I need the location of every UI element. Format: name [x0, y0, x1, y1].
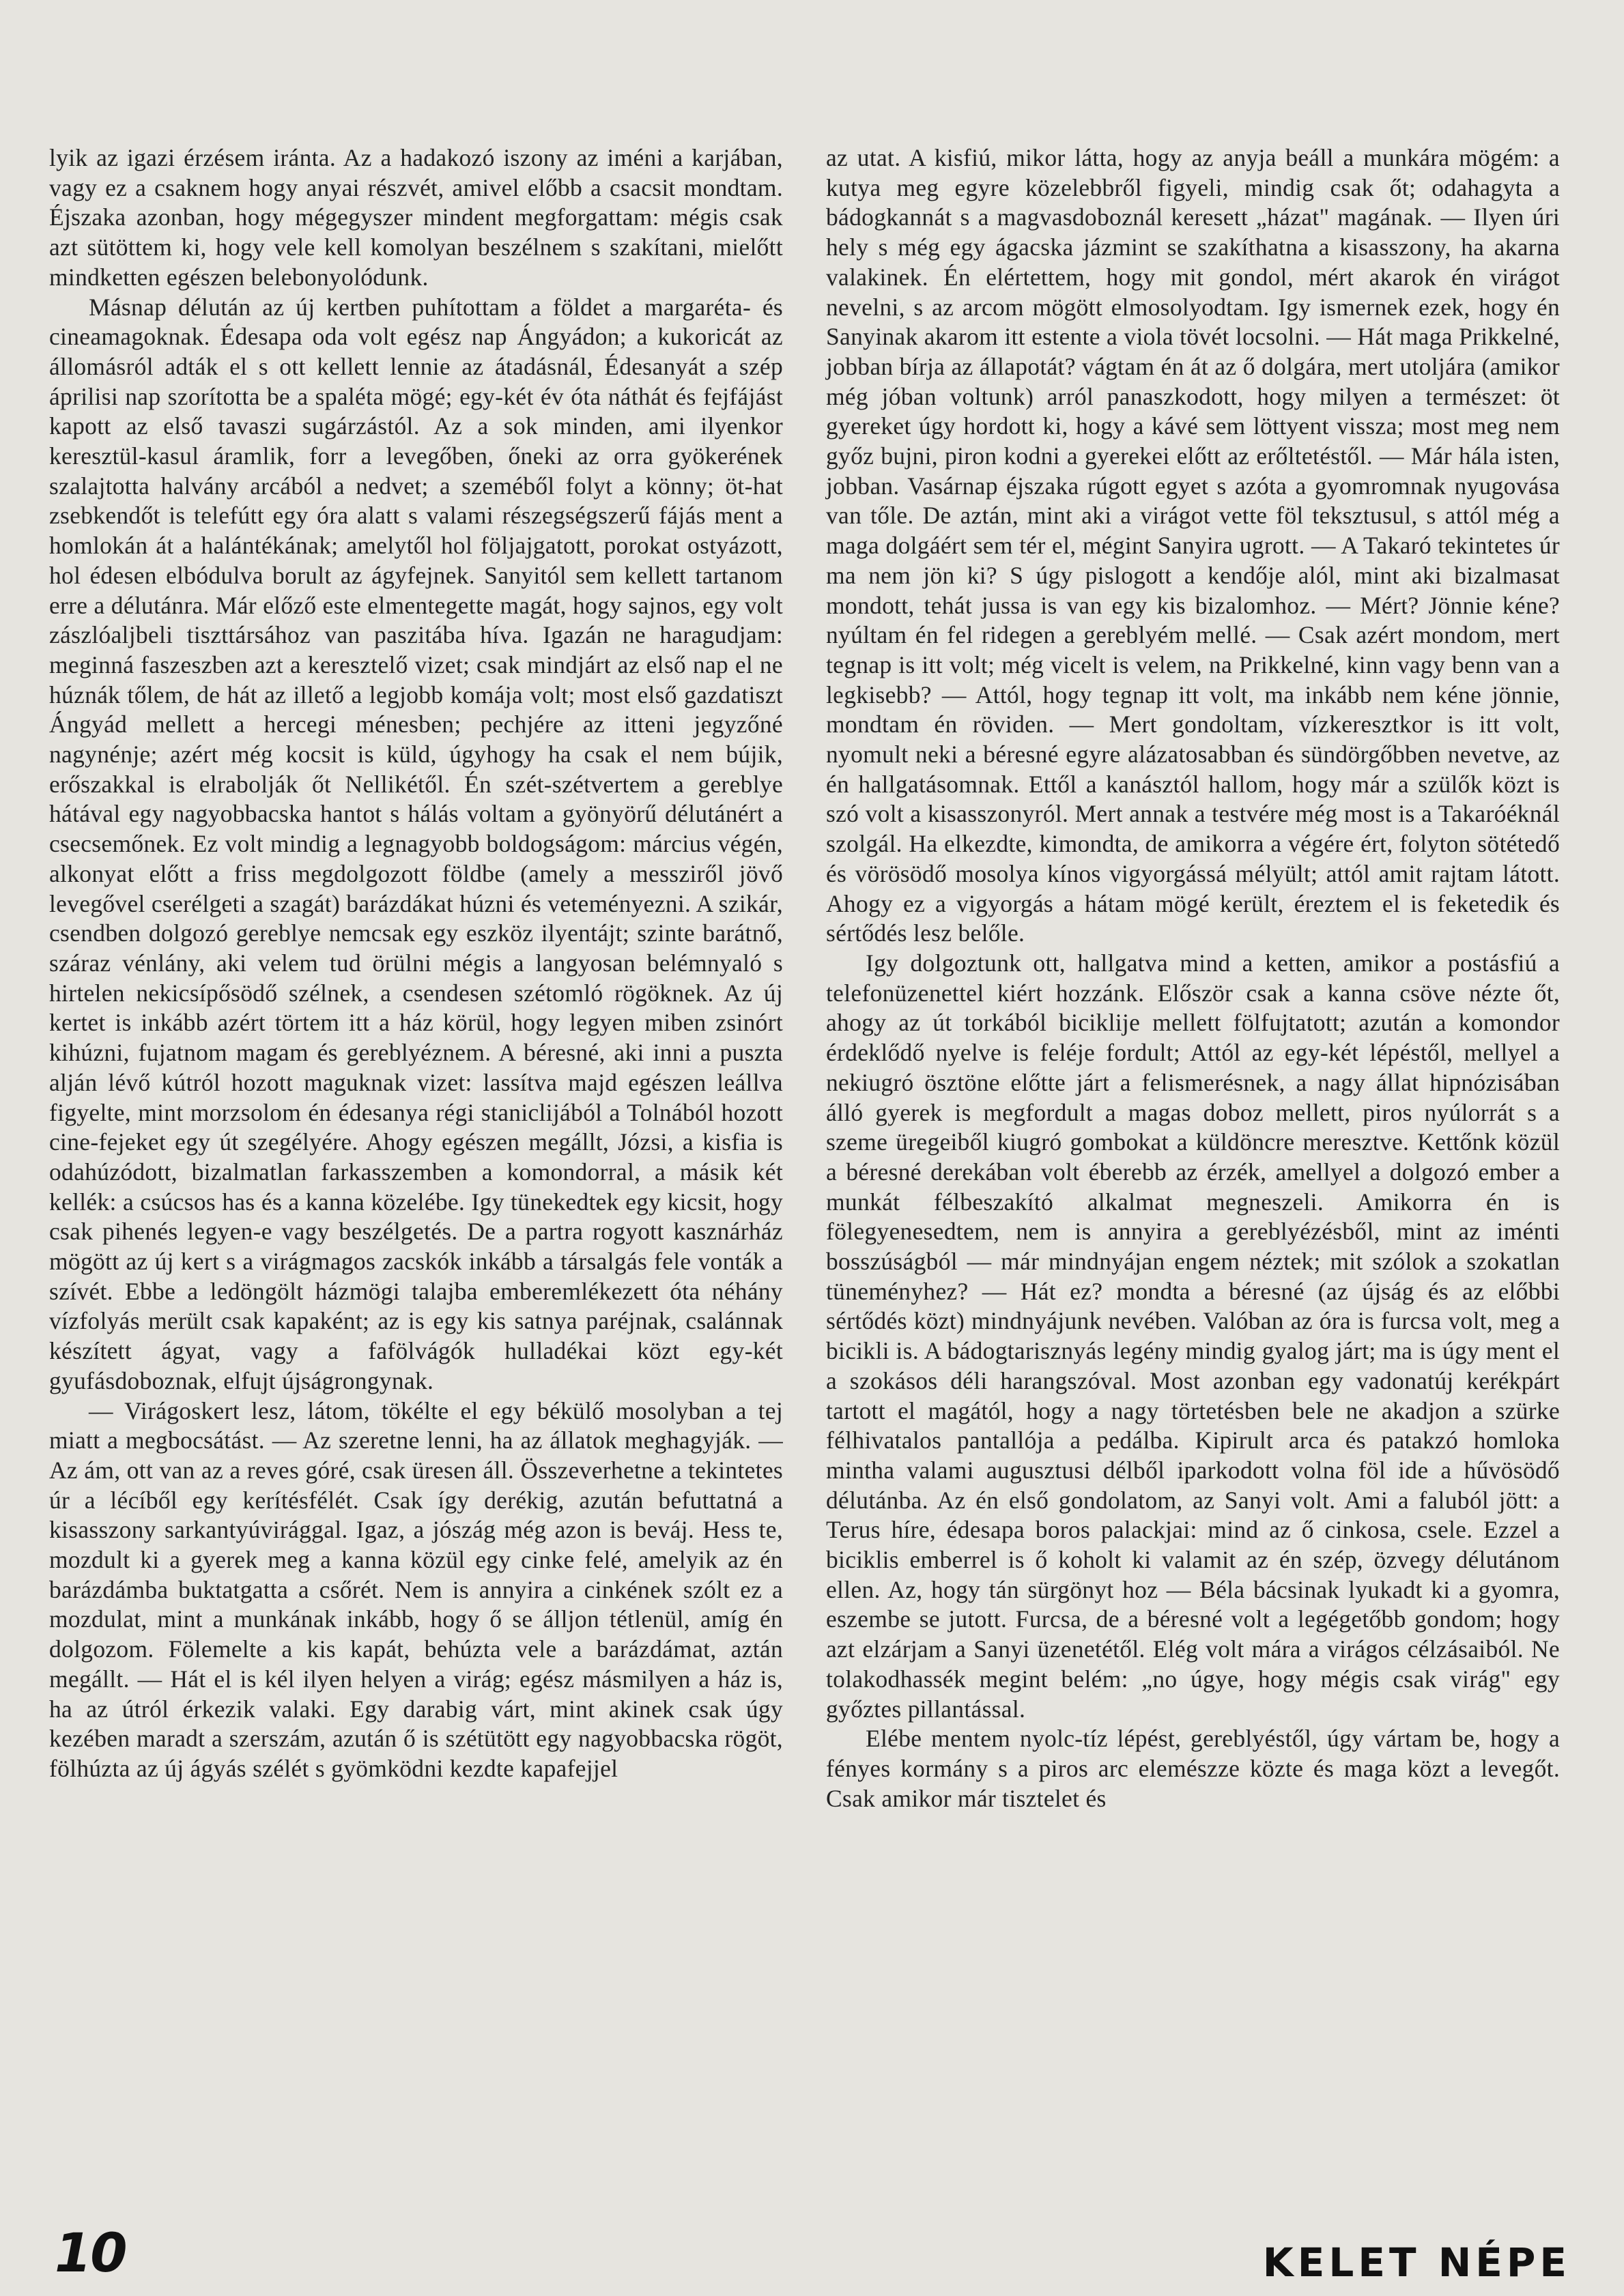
right-text-column [826, 143, 1560, 1813]
right-paragraph-3: Elébe mentem nyolc-tíz lépést, gereblyéstől, úgy vártam be, hogy a fényes kormány s a piros arc elemészze közte és maga közt a levegőt. Csak amikor már tisztelet és [826, 1725, 1560, 1812]
left-paragraph-1: lyik az igazi érzésem iránta. Az a hadakozó iszony az iméni a karjában, vagy ez a csaknem hogy anyai részvét, amivel előbb a csacsit mondtam. Éjszaka azonban, hogy mégegyszer mindent megforgattam: mégis csak azt sütöttem ki, hogy vele kell komolyan beszélnem s szakítani, mielőtt mindketten egészen belebonyolódunk. [49, 144, 783, 291]
left-paragraph-2: Másnap délután az új kertben puhítottam a földet a margaréta- és cineamagoknak. Édesapa oda volt egész nap Ángyádon; a kukoricát az állomásról adták el s ott kellett lennie az átadásnál, Édesanyát a szép áprilisi nap szorította be a spaléta mögé; egy-két év óta náthát és fejfájást kapott az első tavaszi sugárzástól. Az a sok minden, ami ilyenkor keresztül-kasul áramlik, forr a levegőben, őneki az orra gyökerének szalajtotta halvány arcából a nedvet; a szeméből folyt a könny; öt-hat zsebkendőt is telefútt egy óra alatt s valami részegségszerű fájás ment a homlokán át a halántékának; amelytől hol följajgatott, porokat ostyázott, hol édesen elbódulva borult az ágyfejnek. Sanyitól sem kellett tartanom erre a délutánra. Már előző este elmentegette magát, hogy sajnos, egy volt zászlóaljbeli tiszttársához van paszitába híva. Igazán ne haragudjam: meginná faszeszben azt a keresztelő vizet; csak mindjárt az első nap el ne húznák tőlem, de hát az illető a legjobb komája volt; most első gazdatiszt Ángyád mellett a hercegi ménesben; pechjére az itteni jegyzőné nagynénje; azért még kocsit is küld, úgyhogy ha csak el nem bújik, erőszakkal is elrabolják őt Nellikétől. Én szét-szétvertem a gereblye hátával egy nagyobbacska hantot s hálás voltam a gyönyörű délutánért a csecsemőnek. Ez volt mindig a legnagyobb boldogságom: március végén, alkonyat előtt a friss megdolgozott földbe (amely a messziről jövő levegővel cserélgeti a szagát) barázdákat húzni és veteményezni. A szikár, csendben dolgozó gereblye nemcsak egy eszköz ilyentájt; szinte barátnő, száraz vénlány, aki velem tud örülni mégis a langyosan belémnyaló s hirtelen nekicsípősödő szélnek, a csendesen szétomló rögöknek. Az új kertet is inkább azért törtem itt a ház körül, hogy legyen miben zsinórt kihúzni, fujatnom magam és gereblyéznem. A béresné, aki inni a puszta alján lévő kútról hozott maguknak vizet: lassítva majd egészen leállva figyelte, mint morzsolom én édesanya régi stanicliјából a Tolnából hozott cine-fejeket egy út szegélyére. Ahogy egészen megállt, Józsi, a kisfia is odahúzódott, bizalmatlan farkasszemben a komondorral, a másik két kellék: a csúcsos has és a kanna közelébe. Igy tünekedtek egy kicsit, hogy csak pihenés legyen-e vagy beszélgetés. De a partra rogyott kasznárház mögött az új kert s a virágmagos zacskók inkább a társalgás fele vonták a szívét. Ebbe a ledöngölt házmögi talajba emberemlékezett óta néhány vízfolyás merült csak kapaként; az is egy kis satnya paréjnak, csalánnak készített ágyat, vagy a fafölvágók hulladékai közt egy-két gyufásdoboznak, elfujt újságrongynak. [49, 293, 783, 1394]
right-paragraph-2: Igy dolgoztunk ott, hallgatva mind a ketten, amikor a postásfiú a telefonüzenettel kiért hozzánk. Először csak a kanna csöve nézte őt, ahogy az út torkából biciklije mellett fölfujtatott; azután a komondor érdeklődő nyelve is feléje fordult; Attól az egy-két lépéstől, mellyel a nekiugró ösztöne előtte járt a felismerésnek, a nagy állat hipnózisában álló gyerek is megfordult a magas doboz mellett, piros nyúlorrát s a szeme üregeiből kiugró gombokat a küldöncre meresztve. Kettőnk közül a béresné derekában volt éberebb az érzék, amellyel a dolgozó ember a munkát félbeszakító alkalmat megneszeli. Amikorra én is fölegyenesedtem, nem is annyira a gereblyézésből, mint az iménti bosszúságból — már mindnyájan engem néztek; mit szólok a szokatlan tüneményhez? — Hát ez? mondta a béresné (az újság és az előbbi sértődés közt) mindnyájunk nevében. Valóban az óra is furcsa volt, meg a bicikli is. A bádogtarisznyás legény mindig gyalog járt; ma is úgy ment el a szokásos déli harangszóval. Most azonban egy vadonatúj kerékpárt tartott el magától, hogy a nagy törtetésben bele ne akadjon a szürke félhivatalos pantallója a pedálba. Kipirult arca és patakzó homloka mintha valami augusztusi délből iparkodott volna föl ide a hűvösödő délutánba. Az én első gondolatom, az Sanyi volt. Ami a faluból jött: a Terus híre, édesapa boros palackjai: mind az ő cinkosa, csele. Ezzel a biciklis emberrel is ő koholt ki valamit az én szép, özvegy délutánom ellen. Az, hogy tán sürgönyt hoz — Béla bácsinak lyukadt ki a gyomra, eszembe se jutott. Furcsa, de a béresné volt a legégetőbb gondom; hogy azt elzárjam a Sanyi üzenetétől. Elég volt mára a virágos célzásaiból. Ne tolakodhassék megint belém: „no úgye, hogy mégis csak virág" egy győztes pillantással. [826, 949, 1560, 1723]
right-paragraph-1: az utat. A kisfiú, mikor látta, hogy az anyja beáll a munkára mögém: a kutya meg egyre közelebbről figyeli, mindig csak őt; odahagyta a bádogkannát s a magvasdoboznál keresett „házat" magának. — Ilyen úri hely s még egy ágacska jázmint se szakíthatna a kisasszony, ha akarna valakinek. Én elértettem, hogy mit gondol, mért akarok én virágot nevelni, s az arcom mögött elmosolyodtam. Igy ismernek ezek, hogy én Sanyinak akarom itt estente a viola tövét locsolni. — Hát maga Prikkelné, jobban bírja az állapotát? vágtam én át az ő dolgára, mert utoljára (amikor még jóban voltunk) arról panaszkodott, hogy milyen a természet: öt gyereket úgy hordott ki, hogy a kávé sem löttyent vissza; most meg nem győz bujni, piron kodni a gyerekei előtt az erőltetéstől. — Már hála isten, jobban. Vasárnap éjszaka rúgott egyet s azóta a gyomromnak nyugovása van tőle. De aztán, mint aki a virágot vette föl teksztusul, s attól még a maga dolgáért sem tér el, mégint Sanyira ugrott. — A Takaró tekintetes úr ma nem jön ki? S úgy pislogott a kendője alól, mint aki bizalmasat mondott, tehát jussa is van egy kis bizalomhoz. — Mért? Jönnie kéne? nyúltam én fel ridegen a gereblyém mellé. — Csak azért mondom, mert tegnap is itt volt; még vicelt is velem, na Prikkelné, kinn vagy benn van a legkisebb? — Attól, hogy tegnap itt volt, ma inkább nem kéne jönnie, mondtam én röviden. — Mert gondoltam, vízkeresztkor is itt volt, nyomult neki a béresné egyre alázatosabban és sündörgőbben nevetve, az én hallgatásomnak. Ettől a kanásztól hallom, hogy már a szülők közt is szó volt a kisasszonyról. Mert annak a testvére még most is a Takaróéknál szolgál. Ha elkezdte, kimondta, de amikorra a végére ért, folyton sötétedő és vörösödő mosolya kínos vigyorgássá mélyült; attól amit rajtam látott. Ahogy ez a vigyorgás a hátam mögé került, éreztem el is feketedik és sértődés lesz belőle. [826, 144, 1560, 947]
left-paragraph-3: — Virágoskert lesz, látom, tökélte el egy békülő mosolyban a tej miatt a megbocsátást. — Az szeretne lenni, ha az állatok meghagyják. — Az ám, ott van az a reves góré, csak üresen áll. Összeverhetne a tekintetes úr a lécíből egy kerítésfélét. Csak így derékig, azután befuttatná a kisasszony sarkantyúvirággal. Igaz, a jószág még azon is beváj. Hess te, mozdult ki a gyerek meg a kanna közül egy cinke felé, amelyik az én barázdámba buktatgatta a csőrét. Nem is annyira a cinkének szólt ez a mozdulat, mint a munkának inkább, hogy ő se álljon tétlenül, amíg én dolgozom. Fölemelte a kis kapát, behúzta vele a barázdámat, aztán megállt. — Hát el is kél ilyen helyen a virág; egész másmilyen a ház is, ha az útról érkezik valaki. Egy darabig várt, mint akinek csak úgy kezében maradt a szerszám, azután ő is szétütött egy nagyobbacska rögöt, fölhúzta az új ágyás szélét s gyömködni kezdte kapafejjel [49, 1396, 783, 1782]
publication-masthead: KELET NÉPE [1262, 2239, 1571, 2286]
page-number: 10 [55, 2223, 126, 2284]
left-text-column [49, 143, 783, 1784]
